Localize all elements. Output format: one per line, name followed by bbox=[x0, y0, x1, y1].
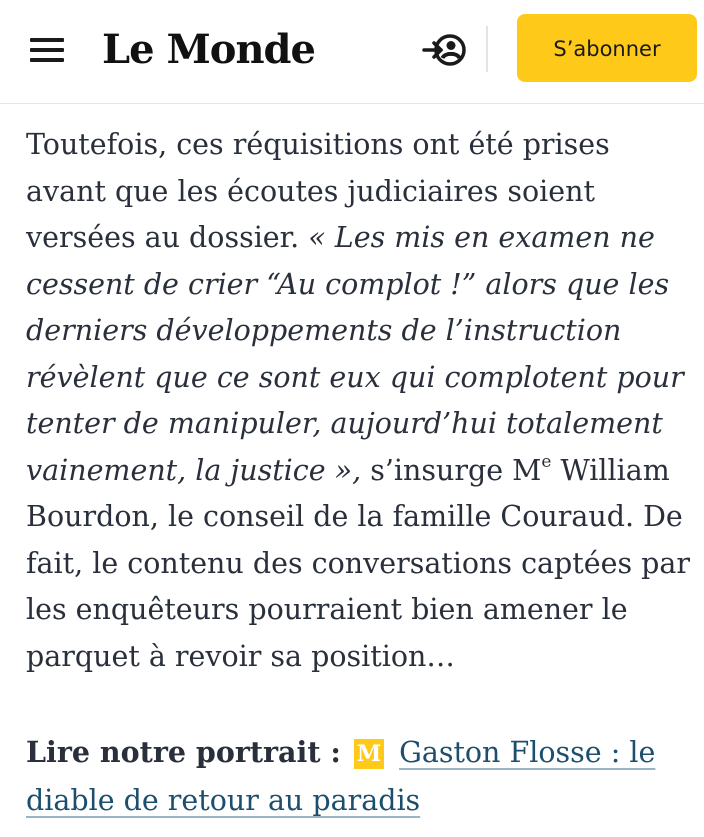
menu-icon[interactable] bbox=[30, 38, 64, 62]
quote-text: « Les mis en examen ne cessent de crier “Au complot !” alors que les derniers développements de l’instruction révèlent que ce sont eux qui complotent pour tenter de manipuler, aujourd’hui totalement vainement, la justice », bbox=[26, 221, 684, 487]
site-logo[interactable]: Le Monde bbox=[102, 26, 315, 73]
subscribe-button[interactable]: S’abonner bbox=[517, 14, 697, 82]
read-more-label: Lire notre portrait : bbox=[26, 735, 341, 769]
login-icon[interactable] bbox=[422, 30, 466, 70]
title-superscript: e bbox=[541, 451, 552, 472]
attribution-text-rest: William Bourdon, le conseil de la famille Couraud. De fait, le contenu des conversations captées par les enquêteurs pourraient bien amener le parquet à revoir sa position… bbox=[26, 453, 691, 673]
paragraph-text: Toutefois, ces réquisitions ont été prises avant que les écoutes judiciaires soient versées au dossier. bbox=[26, 128, 610, 254]
article-paragraph bbox=[26, 122, 698, 680]
attribution-text: s’insurge M bbox=[370, 453, 542, 487]
read-more bbox=[26, 728, 698, 825]
portrait-link[interactable]: Gaston Flosse : le diable de retour au paradis bbox=[26, 736, 656, 817]
header-divider bbox=[486, 26, 488, 72]
subscriber-badge-icon: M bbox=[354, 739, 384, 769]
article-body bbox=[26, 122, 698, 680]
top-header bbox=[0, 0, 704, 104]
